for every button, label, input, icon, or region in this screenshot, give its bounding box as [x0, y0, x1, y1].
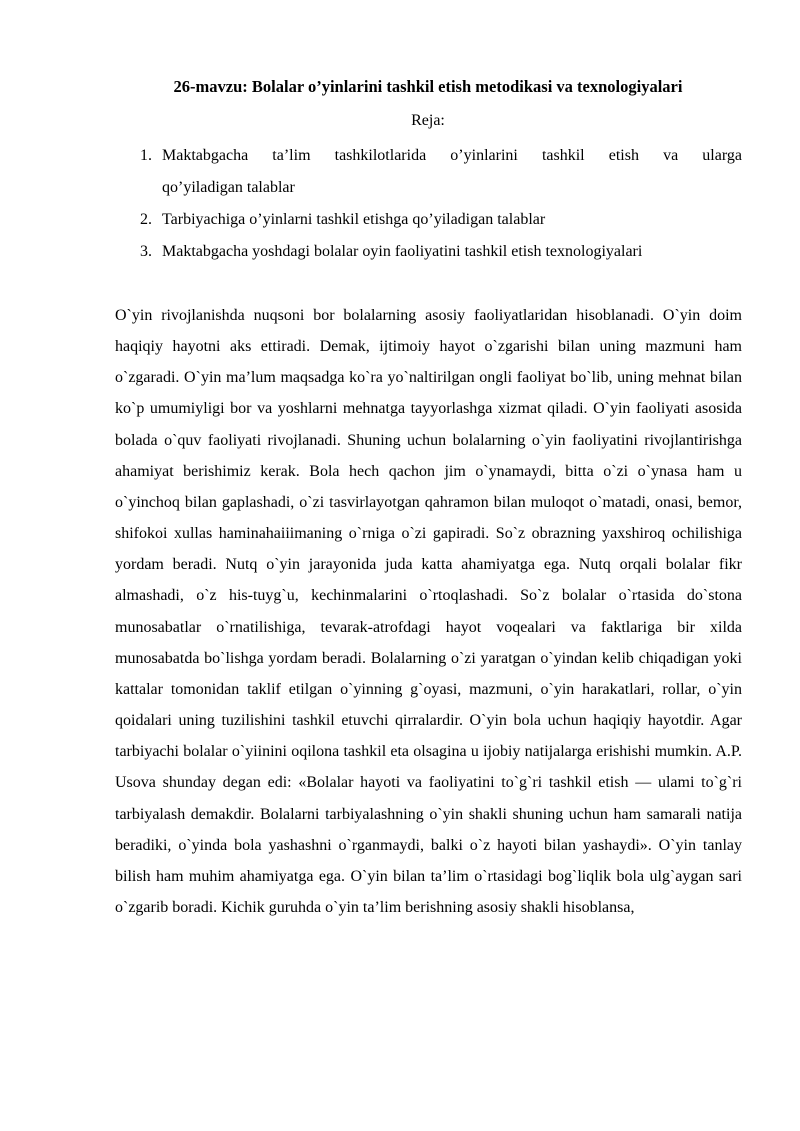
plan-item	[128, 236, 742, 268]
plan-item-number: 2.	[140, 211, 152, 228]
plan-item	[128, 204, 742, 236]
plan-item-number: 1.	[140, 147, 152, 164]
body-paragraph: O`yin rivojlanishda nuqsoni bor bolalarning asosiy faoliyatlaridan hisoblanadi. O`yin doim haqiqiy hayotni aks ettiradi. Demak, ijtimoiy hayot o`zgarishi bilan uning mazmuni ham o`zgaradi. O`yin ma’lum maqsadga ko`ra yo`naltirilgan ongli faoliyat bo`lib, uning mehnat bilan ko`p umumiyligi bor va yoshlarni mehnatga tayyorlashga xizmat qiladi. O`yin faoliyati asosida bolada o`quv faoliyati rivojlanadi. Shuning uchun bolalarning o`yin faoliyatini rivojlantirishga ahamiyat berishimiz kerak. Bola hech qachon jim o`ynamaydi, bitta o`zi o`ynasa ham u o`yinchoq bilan gaplashadi, o`zi tasvirlayotgan qahramon bilan muloqot o`matadi, onasi, bemor, shifokoi xullas haminahaiiimaning o`rniga o`zi gapiradi. So`z obrazning yaxshiroq ochilishiga yordam beradi. Nutq o`yin jarayonida juda katta ahamiyatga ega. Nutq orqali bolalar fikr almashadi, o`z his-tuyg`u, kechinmalarini o`rtoqlashadi. So`z bolalar o`rtasida do`stona munosabatlar o`rnatilishiga, tevarak-atrofdagi hayot voqealari va faktlariga bir xilda munosabatda bo`lishga yordam beradi. Bolalarning o`zi yaratgan o`yindan kelib chiqadigan yoki kattalar tomonidan taklif etilgan o`yinning g`oyasi, mazmuni, o`yin harakatlari, rollar, o`yin qoidalari uning tuzilishini tashkil etuvchi qirralardir. O`yin bola uchun haqiqiy hayotdir. Agar tarbiyachi bolalar o`yiinini oqilona tashkil eta olsagina u ijobiy natijalarga erishishi mumkin. A.P. Usova shunday degan edi: «Bolalar hayoti va faoliyatini to`g`ri tashkil etish — ulami to`g`ri tarbiyalash demakdir. Bolalarni tarbiyalashning o`yin shakli shuning uchun ham samarali natija beradiki, o`yinda bola yashashni o`rganmaydi, balki o`z hayoti bilan yashaydi». O`yin tanlay bilish ham muhim ahamiyatga ega. O`yin bilan ta’lim o`rtasidagi bog`liqlik bola ulg`aygan sari o`zgarib boradi. Kichik guruhda o`yin ta’lim berishning asosiy shakli hisoblansa,	[115, 307, 742, 916]
plan-list	[128, 140, 742, 268]
plan-item-text: Tarbiyachiga o’yinlarni tashkil etishga qo’yiladigan talablar	[162, 211, 546, 228]
plan-item-number: 3.	[140, 243, 152, 260]
plan-item-text: Maktabgacha ta’lim tashkilotlarida o’yinlarini tashkil etish va ularga	[162, 147, 742, 164]
plan-item-text: Maktabgacha yoshdagi bolalar oyin faoliyatini tashkil etish texnologiyalari	[162, 243, 643, 260]
page-title: 26-mavzu: Bolalar o’yinlarini tashkil etish metodikasi va texnologiyalari	[173, 77, 683, 96]
plan-item-text-continued: qo’yiladigan talablar	[162, 179, 295, 196]
plan-heading: Reja:	[411, 112, 445, 129]
plan-item	[128, 140, 742, 204]
